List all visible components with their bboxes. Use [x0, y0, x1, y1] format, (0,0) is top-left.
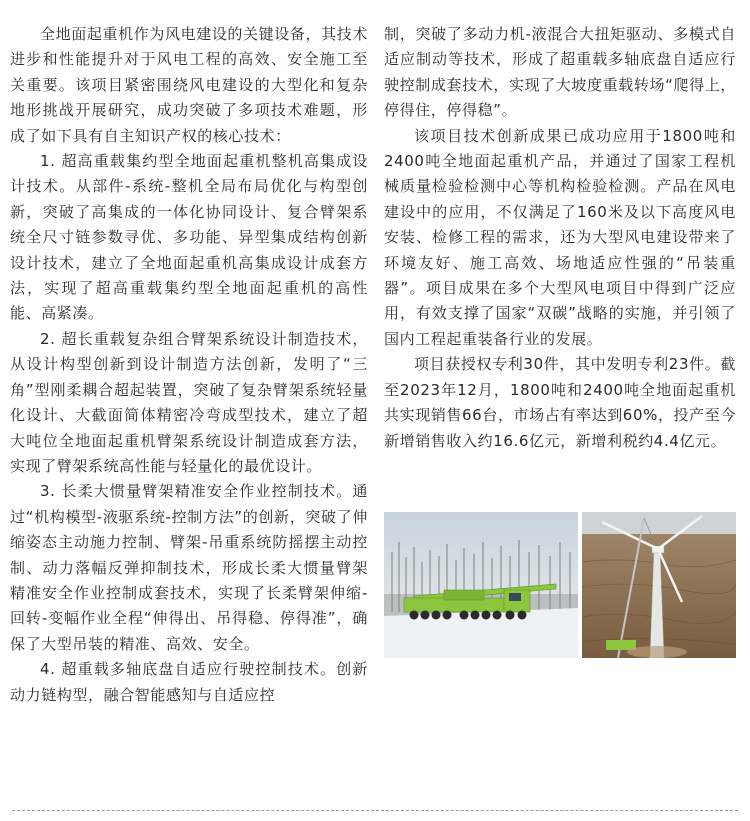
results-paragraph: 项目获授权专利30件，其中发明专利23件。截至2023年12月，1800吨和2400吨全地面起重机共实现销售66台，市场占有率达到60%，投产至今新增销售收入约16.6亿元，新增利税约4.4亿元。 [384, 355, 736, 450]
intro-paragraph: 全地面起重机作为风电建设的关键设备，其技术进步和性能提升对于风电工程的高效、安全施工至关重要。该项目紧密围绕风电建设的大型化和复杂地形挑战开展研究，成功突破了多项技术难题，形成了如下具有自主知识产权的核心技术： [10, 25, 368, 145]
tech-item-2: 2. 超长重载复杂组合臂架系统设计制造技术，从设计构型创新到设计制造方法创新，发明了“三角”型刚柔耦合超起装置，突破了复杂臂架系统轻量化设计、大截面简体精密冷弯成型技术，建立了超大吨位全地面起重机臂架系统设计制造成套方法，实现了臂架系统高性能与轻量化的最优设计。 [10, 329, 368, 475]
left-text-column [10, 22, 368, 708]
wind-turbine-installation-photo [582, 512, 736, 658]
footer-divider [12, 810, 738, 811]
tech-item-1: 1. 超高重载集约型全地面起重机整机高集成设计技术。从部件-系统-整机全局布局优化与构型创新，突破了高集成的一体化协同设计、复合臂架系统全尺寸链参数寻优、多功能、异型集成结构创新设计技术，建立了全地面起重机高集成设计成套方法，实现了超高重载集约型全地面起重机的高性能、高紧凑。 [10, 152, 368, 323]
application-paragraph: 该项目技术创新成果已成功应用于1800吨和2400吨全地面起重机产品，并通过了国家工程机械质量检验检测中心等机构检验检测。产品在风电建设中的应用，不仅满足了160米及以下高度风电安装、检修工程的需求，还为大型风电建设带来了环境友好、施工高效、场地适应性强的“吊装重器”。项目成果在多个大型风电项目中得到广泛应用，有效支撑了国家“双碳”战略的实施，并引领了国内工程起重装备行业的发展。 [384, 126, 736, 348]
tech-item-3: 3. 长柔大惯量臂架精准安全作业控制技术。通过“机构模型-液驱系统-控制方法”的创新，突破了伸缩姿态主动施力控制、臂架-吊重系统防摇摆主动控制、动力落幅反弹抑制技术，形成长柔大惯量臂架精准安全作业控制成套技术，实现了长柔臂架伸缩-回转-变幅作业全程“伸得出、吊得稳、停得准”，确保了大型吊装的精准、高效、安全。 [10, 482, 368, 653]
crane-in-snow-photo [384, 512, 578, 658]
photo-row [384, 512, 736, 658]
right-text-column [384, 22, 736, 454]
tech-item-4-continued: 制，突破了多动力机-液混合大扭矩驱动、多模式自适应制动等技术，形成了超重载多轴底盘自适应行驶控制成套技术，实现了大坡度重载转场“爬得上，停得住，停得稳”。 [384, 25, 736, 120]
tech-item-4-start: 4. 超重载多轴底盘自适应行驶控制技术。创新动力链构型，融合智能感知与自适应控 [10, 660, 368, 704]
